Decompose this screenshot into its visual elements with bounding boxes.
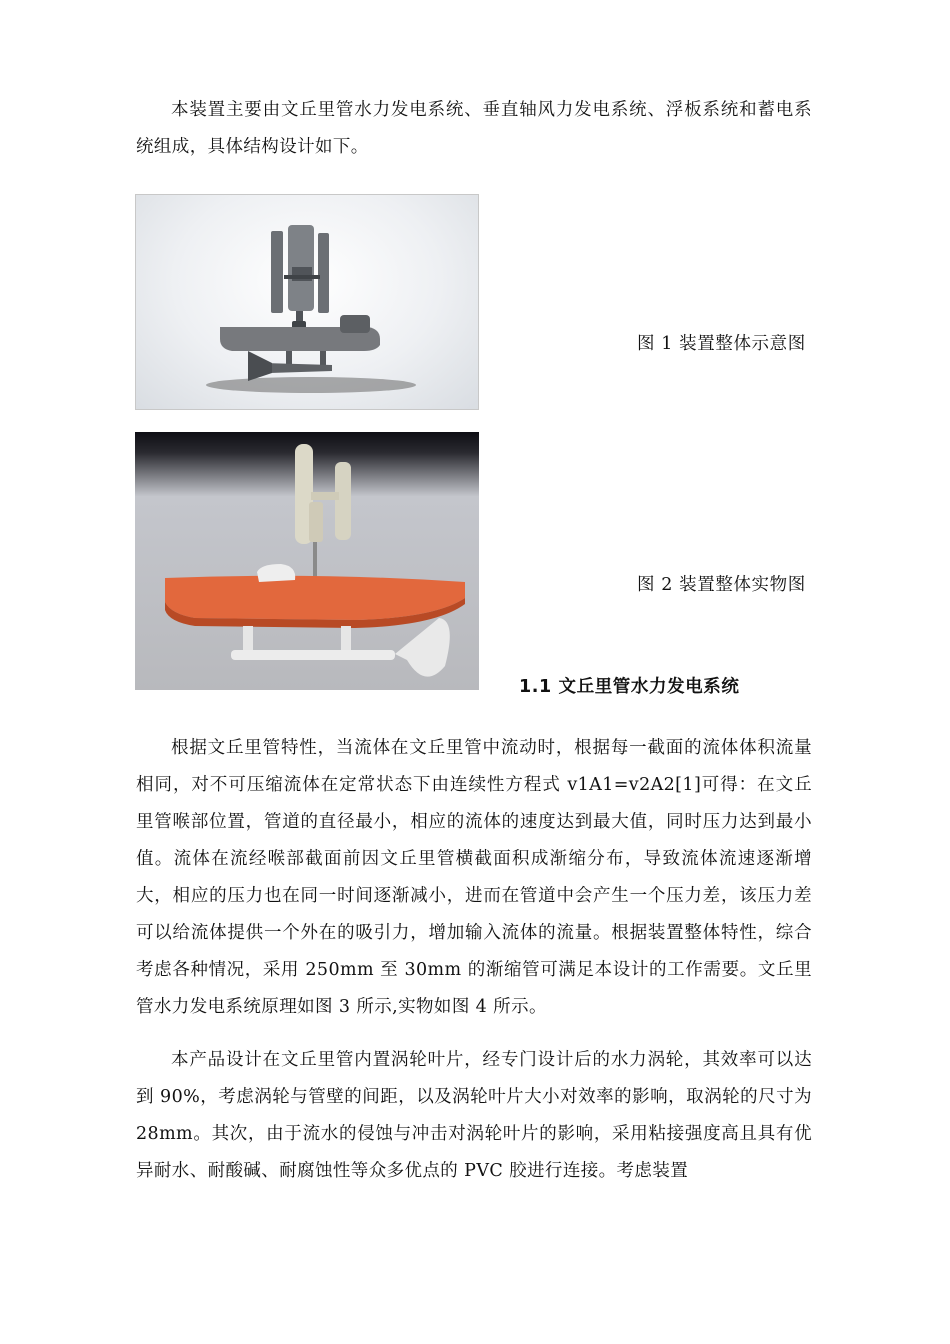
device-photo-image xyxy=(135,432,479,690)
section-heading: 1.1 文丘里管水力发电系统 xyxy=(519,677,740,697)
figure-2-caption: 图 2 装置整体实物图 xyxy=(637,575,806,595)
device-photo-render xyxy=(135,432,479,690)
device-schematic-image xyxy=(135,194,479,410)
schematic-render xyxy=(136,195,479,410)
venturi-paragraph: 根据文丘里管特性，当流体在文丘里管中流动时，根据每一截面的流体体积流量相同，对不可压缩流体在定常状态下由连续性方程式 v1A1=v2A2[1]可得：在文丘里管喉部位置，管道的直径最小，相应的流体的速度达到最大值，同时压力达到最小值。流体在流经喉部截面前因文丘里管横截面积成渐缩分布，导致流体流速逐渐增大，相应的压力也在同一时间逐渐减小，进而在管道中会产生一个压力差，该压力差可以给流体提供一个外在的吸引力，增加输入流体的流量。根据装置整体特性，综合考虑各种情况，采用 250mm 至 30mm 的渐缩管可满足本设计的工作需要。文丘里管水力发电系统原理如图 3 所示,实物如图 4 所示。 xyxy=(136,738,812,1017)
intro-paragraph: 本装置主要由文丘里管水力发电系统、垂直轴风力发电系统、浮板系统和蓄电系统组成，具体结构设计如下。 xyxy=(136,100,812,157)
turbine-paragraph: 本产品设计在文丘里管内置涡轮叶片，经专门设计后的水力涡轮，其效率可以达到 90%，考虑涡轮与管壁的间距，以及涡轮叶片大小对效率的影响，取涡轮的尺寸为 28mm。其次，由于流水的侵蚀与冲击对涡轮叶片的影响，采用粘接强度高且具有优异耐水、耐酸碱、耐腐蚀性等众多优点的 PVC 胶进行连接。考虑装置 xyxy=(136,1050,812,1181)
figure-1-caption: 图 1 装置整体示意图 xyxy=(637,334,806,354)
